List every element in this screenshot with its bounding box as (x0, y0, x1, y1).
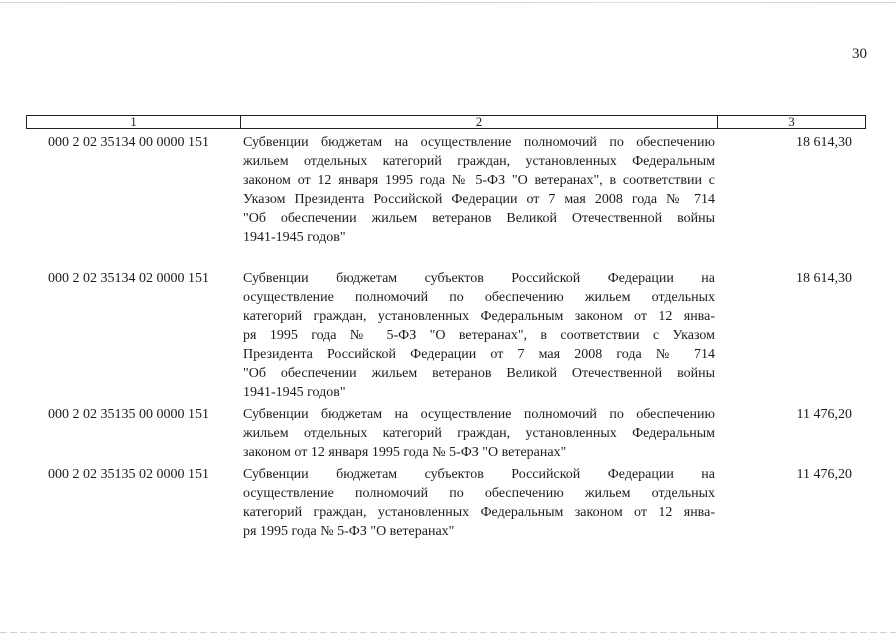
description-line: категорий граждан, установленных Федеральным законом от 12 янва- (243, 505, 715, 520)
description (243, 465, 715, 541)
scan-edge-bottom (0, 632, 896, 633)
description-line: ря 1995 года № 5-ФЗ "О ветеранах", в соответствии с Указом (243, 328, 715, 343)
description-line: Субвенции бюджетам на осуществление полномочий по обеспечению (243, 407, 715, 422)
description-line: Субвенции бюджетам субъектов Российской Федерации на (243, 271, 715, 286)
column-header-3: 3 (788, 114, 795, 129)
description-line: Указом Президента Российской Федерации от 7 мая 2008 года № 714 (243, 192, 715, 207)
description (243, 133, 715, 247)
description-line: Субвенции бюджетам субъектов Российской Федерации на (243, 467, 715, 482)
description-line: жильем отдельных категорий граждан, установленных Федеральным (243, 154, 715, 169)
description-line: категорий граждан, установленных Федеральным законом от 12 янва- (243, 309, 715, 324)
budget-code: 000 2 02 35135 02 0000 151 (48, 467, 209, 482)
budget-code: 000 2 02 35134 02 0000 151 (48, 271, 209, 286)
description (243, 405, 715, 462)
column-header-2: 2 (241, 116, 718, 128)
description (243, 269, 715, 402)
description-line: осуществление полномочий по обеспечению жильем отдельных (243, 486, 715, 501)
budget-code: 000 2 02 35135 00 0000 151 (48, 407, 209, 422)
table-header-row (26, 115, 866, 129)
description-line: "Об обеспечении жильем ветеранов Великой Отечественной войны (243, 366, 715, 381)
description-line: Президента Российской Федерации от 7 мая 2008 года № 714 (243, 347, 715, 362)
amount: 11 476,20 (796, 407, 852, 422)
description-line: 1941-1945 годов" (243, 385, 346, 400)
description-line: жильем отдельных категорий граждан, установленных Федеральным (243, 426, 715, 441)
page-number: 30 (852, 46, 867, 62)
description-line: законом от 12 января 1995 года № 5-ФЗ "О ветеранах" (243, 445, 567, 460)
amount: 18 614,30 (796, 271, 852, 286)
column-header-1: 1 (27, 116, 241, 128)
budget-code: 000 2 02 35134 00 0000 151 (48, 135, 209, 150)
description-line: "Об обеспечении жильем ветеранов Великой Отечественной войны (243, 211, 715, 226)
scan-edge-top (0, 2, 896, 3)
description-line: ря 1995 года № 5-ФЗ "О ветеранах" (243, 524, 455, 539)
description-line: законом от 12 января 1995 года № 5-ФЗ "О ветеранах", в соответствии с (243, 173, 715, 188)
amount: 11 476,20 (796, 467, 852, 482)
description-line: Субвенции бюджетам на осуществление полномочий по обеспечению (243, 135, 715, 150)
description-line: осуществление полномочий по обеспечению жильем отдельных (243, 290, 715, 305)
amount: 18 614,30 (796, 135, 852, 150)
description-line: 1941-1945 годов" (243, 230, 346, 245)
